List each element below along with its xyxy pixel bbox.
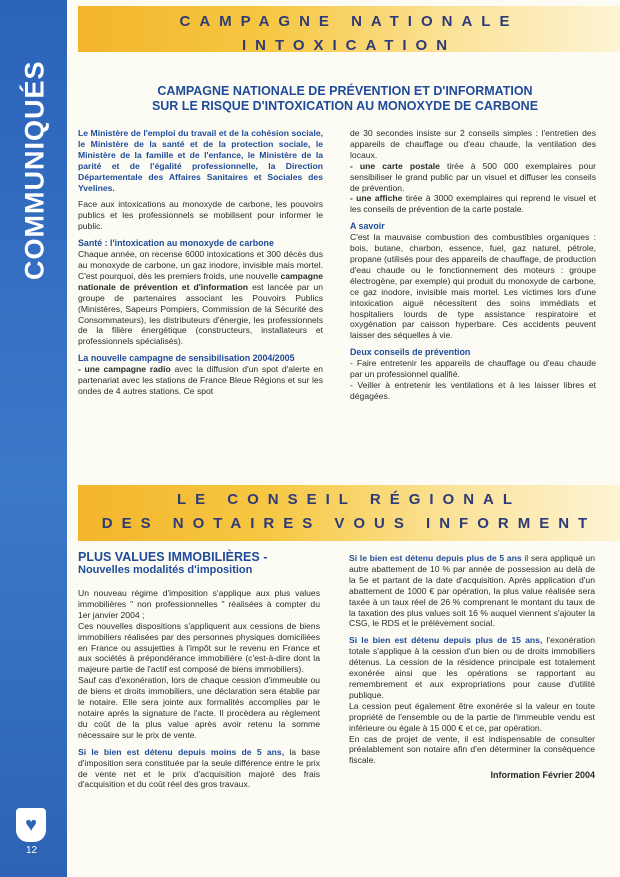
- heading-savoir: A savoir: [350, 221, 385, 232]
- article2-col-left: [78, 588, 320, 796]
- article1-p1: Face aux intoxications au monoxyde de carbone, les pouvoirs publics et les professionnels se mobilisent pour informer le public.: [78, 199, 323, 232]
- article2-p8: En cas de projet de vente, il est indispensable de consulter préalablement son notaire afin d'en déterminer la conséquence fiscale.: [349, 733, 595, 766]
- article2-p1: Un nouveau régime d'imposition s'applique aux plus values immobilières " non professionnelles " réalisées à compter du 1er janvier 2004 ;: [78, 588, 320, 620]
- article1-p4: de 30 secondes insiste sur 2 conseils simples : l'entretien des appareils de chauffage ou d'eau chaude, la ventilation des locaux.: [350, 128, 596, 160]
- article2-title: PLUS VALUES IMMOBILIÈRES -: [78, 550, 268, 564]
- article1-p7: C'est la mauvaise combustion des combustibles organiques : bois, butane, charbon, essence, fuel, gaz naturel, pétrole, propane (utilisés pour des appareils de chauffage, de production d'eau chaude ou le fonctionnement des moteurs : groupe électrogène, par exemple) qui produit du monoxyde de carbone, ce gaz inodore, invisible mais mortel. Les victimes lors d'une intoxication aiguë nécessitent des soins immédiats et hospitaliers lourds de type assistance respiratoire et oxygénation par caisson hyperbare. Ces accidents peuvent laisser des séquelles à vie.: [350, 232, 596, 341]
- article2-signature: Information Février 2004: [490, 770, 595, 781]
- article1-p2b: campagne nationale de prévention et d'information: [78, 270, 323, 292]
- article2-p4a: Si le bien est détenu depuis moins de 5 ans,: [78, 746, 285, 757]
- section-label: COMMUNIQUÉS: [19, 60, 50, 280]
- article1-p8: - Faire entretenir les appareils de chauffage ou d'eau chaude par un professionnel qualifié.: [350, 358, 596, 380]
- heading-campagne: La nouvelle campagne de sensibilisation 2004/2005: [78, 353, 295, 364]
- article1-p2a: Chaque année, on recense 6000 intoxications et 300 décès dus au monoxyde de carbone, un gaz inodore, invisible mais mortel. C'est pourquoi, dès les premiers froids, une nouvelle: [78, 249, 323, 281]
- article2-p7: La cession peut également être exonérée si la valeur en toute propriété de l'ensemble ou de la partie de l'immeuble vendu est inférieure ou égale à 15 000 € et ce, par opération.: [349, 700, 595, 733]
- article1-p5a: - une carte postale: [350, 160, 440, 171]
- article2-p6a: Si le bien est détenu depuis plus de 15 ans,: [349, 635, 543, 646]
- article1-p5b: tirée à 500 000 exemplaires pour sensibiliser le grand public par un visuel et diffuser les conseils de prévention.: [350, 160, 597, 193]
- article1-title-line2: SUR LE RISQUE D'INTOXICATION AU MONOXYDE DE CARBONE: [151, 99, 539, 113]
- article2-p2: Ces nouvelles dispositions s'appliquent aux cessions de biens immobiliers réalisées par des personnes physiques domiciliées en France ou assujetties à l'impôt sur le revenu en France et aux sociétés à prépondérance immobilière (c'est-à-dire dont la majeure partie de l'actif est composé de biens immobiliers).: [78, 620, 320, 675]
- article1-p3b: avec la diffusion d'un spot d'alerte en partenariat avec les stations de France Bleue Régions et sur les ondes de 4 autres stations. Ce spot: [78, 364, 323, 396]
- heading-conseils: Deux conseils de prévention: [350, 347, 471, 358]
- rooster-logo-icon: ♥: [16, 808, 46, 842]
- article1-p6b: tirée à 3000 exemplaires qui reprend le visuel et les conseils de prévention de la carte postale.: [350, 193, 596, 215]
- article2-col-right: [349, 553, 595, 781]
- article2-p3: Sauf cas d'exonération, lors de chaque cession d'immeuble ou de biens et droits immobiliers, une déclaration sera établie par le notaire. Elle sera jointe aux formalités accomplies par le notaire après la signature de l'acte. Il procèdera au règlement du coût de la plus value après avoir retenu la somme nécessaire sur le prix de vente.: [78, 675, 320, 740]
- header-band-2: [78, 485, 620, 541]
- band2-line2: DES NOTAIRES VOUS INFORMENT: [101, 515, 597, 532]
- article1-title-line1: CAMPAGNE NATIONALE DE PRÉVENTION ET D'INFORMATION: [157, 84, 533, 98]
- article1-col-right: [350, 128, 596, 408]
- article1-p6a: - une affiche: [350, 193, 403, 204]
- article2-heading: [78, 550, 338, 577]
- article1-title: [80, 84, 610, 114]
- article2-p6b: l'exonération totale s'applique à la cession d'un bien ou de droits immobiliers détenus. La cession de la résidence principale est totalement exonérée ainsi que les opérations se rapportant au remembrement et aux expropriations pour cause d'utilité publique.: [349, 635, 595, 700]
- article2-p5a: Si le bien est détenu depuis plus de 5 ans: [349, 553, 522, 563]
- band1-line2: INTOXICATION: [241, 37, 457, 54]
- heading-sante: Santé : l'intoxication au monoxyde de carbone: [78, 238, 274, 249]
- article1-p3a: - une campagne radio: [78, 364, 171, 375]
- page-number: 12: [26, 845, 38, 856]
- band1-line1: CAMPAGNE NATIONALE: [179, 13, 519, 30]
- article2-p4b: la base d'imposition sera constituée par la seule différence entre le prix de vente net et le prix d'acquisition majoré des frais d'acquisition et du coût réel des gros travaux.: [78, 746, 320, 790]
- sidebar: [0, 0, 67, 877]
- article1-p9: - Veiller à entretenir les ventilations et à les laisser libres et dégagées.: [350, 379, 596, 401]
- article1-p2c: est lancée par un groupe de partenaires associant les Pouvoirs Publics (Ministères, Sapeurs Pompiers, Commission de la Sécurité des Consommateurs), les distributeurs d'énergie, les professionnels de la filière énergétique (constructeurs, installateurs et professionnels spécialisés).: [78, 281, 323, 347]
- article2-p5b: il sera appliqué un autre abattement de 10 % par année de possession au delà de la 5e et partant de la date d'acquisition. Après application d'un abattement de 1000 € par opération, la plus value réalisée sera taxée à un taux réel de 26 % comprenant le montant du taux de la taxation des plus values soit 16 % auquel viennent s'ajouter la CSG, le RDS et le prélèvement social.: [349, 553, 595, 629]
- header-band-1: [78, 6, 620, 52]
- band2-line1: LE CONSEIL RÉGIONAL: [176, 491, 522, 508]
- article2-subtitle: Nouvelles modalités d'imposition: [78, 564, 253, 576]
- article1-col-left: [78, 128, 323, 403]
- article1-intro: Le Ministère de l'emploi du travail et de la cohésion sociale, le Ministère de la santé et de la protection sociale, le Ministère de la famille et de l'enfance, le Ministère de la parité et de l'égalité professionnelle, la Direction Départementale des Affaires Sanitaires et Sociales des Yvelines.: [78, 128, 323, 193]
